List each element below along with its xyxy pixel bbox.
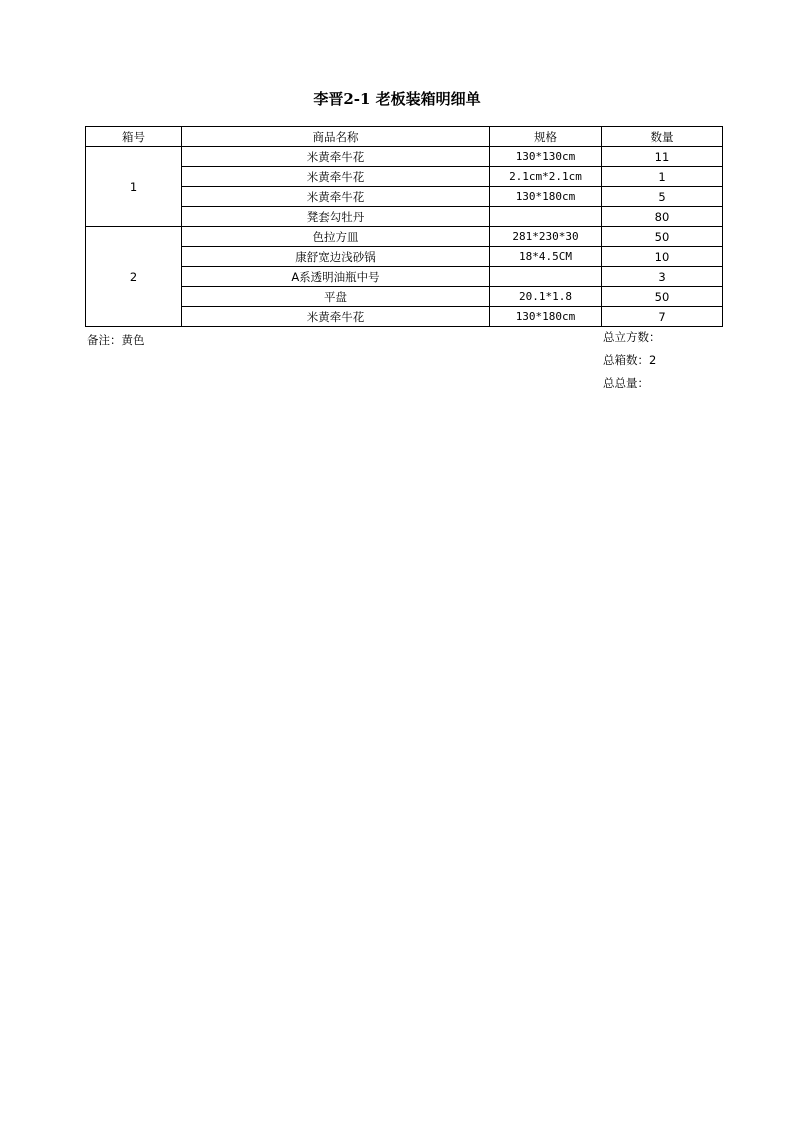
quantity-cell: 7: [602, 307, 723, 327]
spec-cell: 130*180cm: [490, 307, 602, 327]
quantity-cell: 1: [602, 167, 723, 187]
header-spec: 规格: [490, 127, 602, 147]
packing-table: [85, 126, 723, 327]
product-name-cell: 平盘: [182, 287, 490, 307]
document-title: 李晋2-1 老板装箱明细单: [313, 90, 481, 108]
table-row: [86, 247, 723, 267]
table-header-row: [86, 127, 723, 147]
quantity-cell: 5: [602, 187, 723, 207]
product-name-cell: 色拉方皿: [182, 227, 490, 247]
quantity-cell: 11: [602, 147, 723, 167]
summary-block: [603, 329, 661, 398]
total-weight: 总总量：: [603, 376, 649, 390]
table-row: [86, 227, 723, 247]
product-name-cell: 康舒宽边浅砂锅: [182, 247, 490, 267]
quantity-cell: 50: [602, 287, 723, 307]
spec-cell: 2.1cm*2.1cm: [490, 167, 602, 187]
total-boxes: 总箱数：2: [603, 353, 657, 367]
table-row: [86, 167, 723, 187]
product-name-cell: 米黄牵牛花: [182, 147, 490, 167]
product-name-cell: 米黄牵牛花: [182, 307, 490, 327]
product-name-cell: 米黄牵牛花: [182, 187, 490, 207]
table-row: [86, 287, 723, 307]
quantity-cell: 80: [602, 207, 723, 227]
table-row: [86, 267, 723, 287]
header-box-no: 箱号: [86, 127, 182, 147]
table-row: [86, 307, 723, 327]
box-number-cell: 1: [86, 147, 182, 227]
box-number-cell: 2: [86, 227, 182, 327]
quantity-cell: 10: [602, 247, 723, 267]
header-quantity: 数量: [602, 127, 723, 147]
product-name-cell: A系透明油瓶中号: [182, 267, 490, 287]
product-name-cell: 凳套勾牡丹: [182, 207, 490, 227]
quantity-cell: 3: [602, 267, 723, 287]
spec-cell: 20.1*1.8: [490, 287, 602, 307]
table-row: [86, 187, 723, 207]
spec-cell: [490, 207, 602, 227]
spec-cell: 130*130cm: [490, 147, 602, 167]
spec-cell: 18*4.5CM: [490, 247, 602, 267]
product-name-cell: 米黄牵牛花: [182, 167, 490, 187]
spec-cell: [490, 267, 602, 287]
remark-text: 备注：黄色: [87, 333, 145, 347]
total-volume: 总立方数：: [603, 330, 661, 344]
table-row: [86, 147, 723, 167]
spec-cell: 281*230*30: [490, 227, 602, 247]
quantity-cell: 50: [602, 227, 723, 247]
spec-cell: 130*180cm: [490, 187, 602, 207]
header-product-name: 商品名称: [182, 127, 490, 147]
table-row: [86, 207, 723, 227]
